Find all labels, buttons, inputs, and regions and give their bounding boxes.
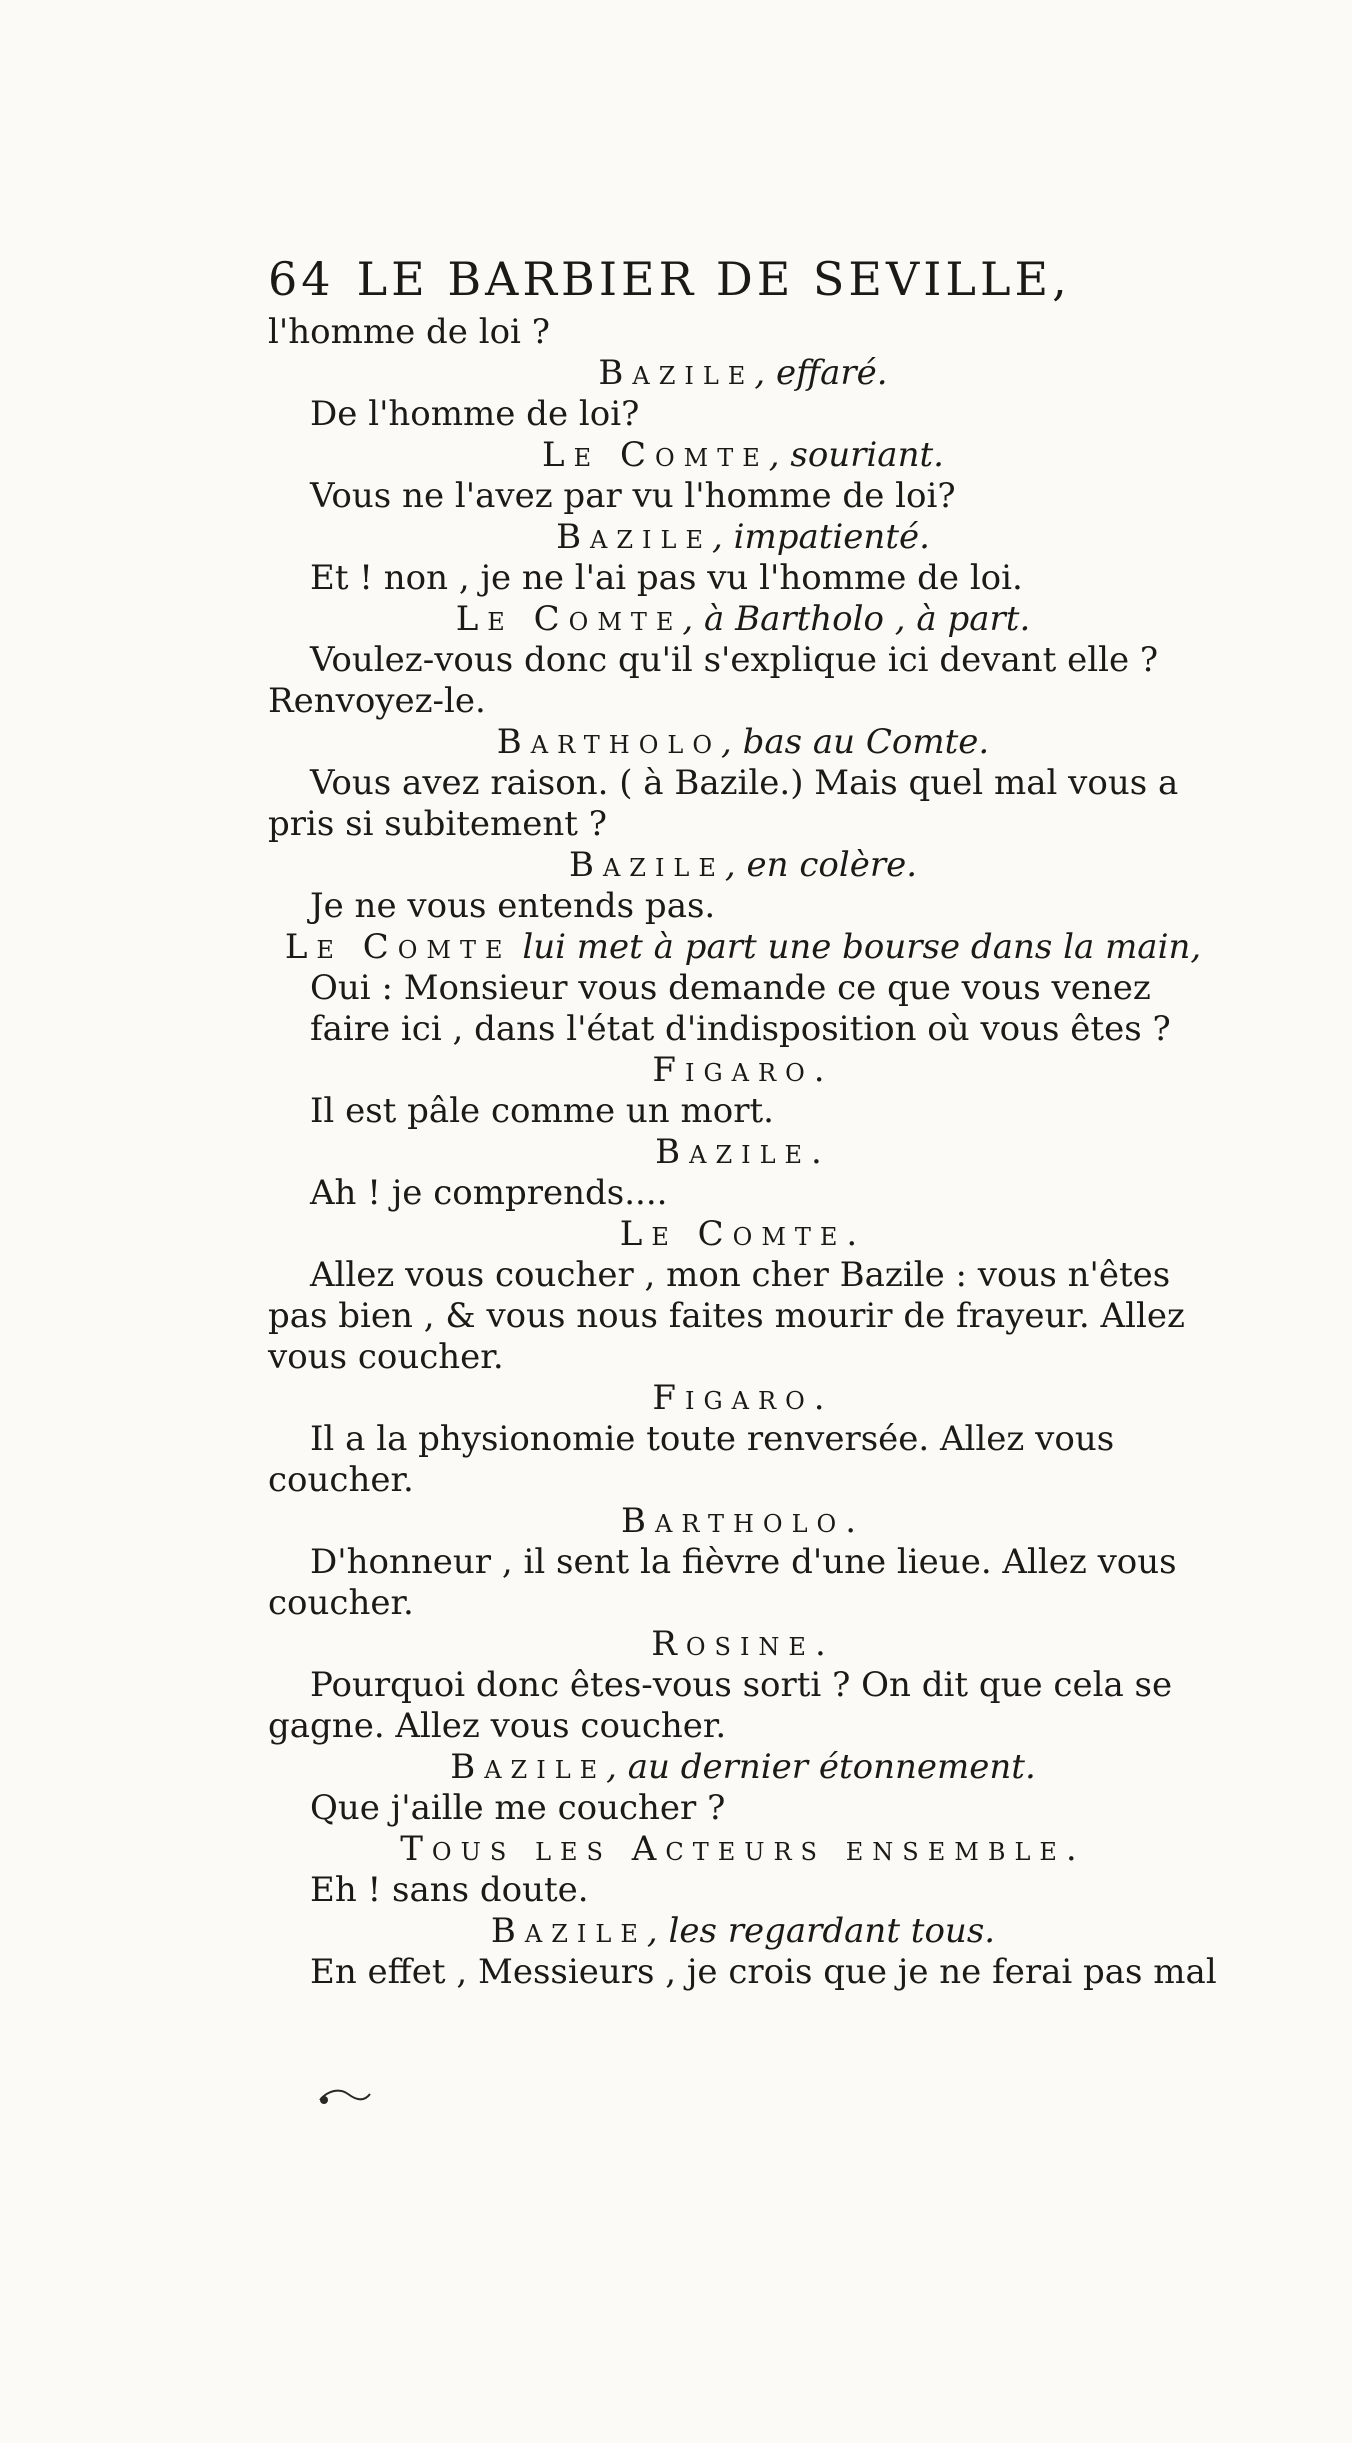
stage-direction: , en colère. [724, 845, 918, 885]
stage-direction: , bas au Comte. [721, 722, 990, 762]
dialogue-line: En effet , Messieurs , je crois que je ne ferai pas mal [310, 1952, 1217, 1992]
speaker-name: Rosine. [651, 1624, 835, 1664]
stage-direction: , impatienté. [712, 517, 930, 557]
dialogue-line: coucher. [268, 1583, 414, 1623]
speaker-name: Tous les Acteurs ensemble. [400, 1829, 1086, 1869]
speaker-name: Bazile [568, 845, 725, 885]
speaker-heading [268, 722, 1218, 763]
speaker-name: Le Comte. [619, 1214, 867, 1254]
dialogue-line: Eh ! sans doute. [310, 1870, 589, 1910]
speaker-heading [268, 1624, 1218, 1665]
dialogue-line: Il a la physionomie toute renversée. Allez vous [310, 1419, 1115, 1459]
play-text [268, 312, 1218, 1993]
speaker-name: Figaro. [652, 1378, 834, 1418]
stage-direction: , effaré. [754, 353, 888, 393]
stage-direction: , au dernier étonnement. [606, 1747, 1036, 1787]
dialogue-line: Ah ! je comprends.... [310, 1173, 668, 1213]
stage-direction: lui met à part une bourse dans la main, [511, 927, 1202, 967]
speaker-name: Bazile [450, 1747, 607, 1787]
speaker-name: Figaro. [652, 1050, 834, 1090]
running-header [268, 252, 1188, 306]
dialogue-line: gagne. Allez vous coucher. [268, 1706, 727, 1746]
page-number: 64 [268, 252, 335, 306]
stage-direction: , à Bartholo , à part. [682, 599, 1031, 639]
dialogue-line: Vous ne l'avez par vu l'homme de loi? [310, 476, 956, 516]
speaker-heading [268, 353, 1218, 394]
dialogue-line: Il est pâle comme un mort. [310, 1091, 774, 1131]
dialogue-line: D'honneur , il sent la fièvre d'une lieue. Allez vous [310, 1542, 1177, 1582]
speaker-name: Bazile [556, 517, 712, 557]
speaker-heading [268, 1050, 1218, 1091]
speaker-name: Le Comte [542, 435, 769, 475]
dialogue-line: Renvoyez-le. [268, 681, 486, 721]
speaker-name: Bazile [598, 353, 755, 393]
dialogue-line: Vous avez raison. ( à Bazile.) Mais quel mal vous a [310, 763, 1179, 803]
speaker-heading [268, 1378, 1218, 1419]
stage-direction: , souriant. [768, 435, 944, 475]
speaker-heading [268, 517, 1218, 558]
speaker-heading [268, 1214, 1218, 1255]
speaker-heading [268, 1132, 1218, 1173]
dialogue-line: Et ! non , je ne l'ai pas vu l'homme de loi. [310, 558, 1023, 598]
dialogue-line: Oui : Monsieur vous demande ce que vous venez [310, 968, 1151, 1008]
ink-smudge-mark [318, 2086, 372, 2108]
speaker-heading [268, 599, 1218, 640]
speaker-heading [268, 1747, 1218, 1788]
dialogue-line: pris si subitement ? [268, 804, 608, 844]
dialogue-line: faire ici , dans l'état d'indisposition où vous êtes ? [310, 1009, 1171, 1049]
dialogue-line: l'homme de loi ? [268, 312, 550, 352]
dialogue-line: Voulez-vous donc qu'il s'explique ici devant elle ? [310, 640, 1159, 680]
dialogue-line: Pourquoi donc êtes-vous sorti ? On dit que cela se [310, 1665, 1173, 1705]
dialogue-line: Que j'aille me coucher ? [310, 1788, 726, 1828]
speaker-name: Bazile. [655, 1132, 831, 1172]
speaker-name: Bazile [490, 1911, 647, 1951]
speaker-heading [268, 845, 1218, 886]
speaker-name: Le Comte [455, 599, 683, 639]
dialogue-line: vous coucher. [268, 1337, 504, 1377]
speaker-heading [268, 1501, 1218, 1542]
speaker-heading [268, 927, 1218, 968]
speaker-heading [268, 1911, 1218, 1952]
speaker-name: Le Comte [284, 927, 512, 967]
speaker-heading [268, 435, 1218, 476]
dialogue-line: pas bien , & vous nous faites mourir de frayeur. Allez [268, 1296, 1185, 1336]
speaker-name: Bartholo [496, 722, 721, 762]
speaker-heading [268, 1829, 1218, 1870]
speaker-name: Bartholo. [621, 1501, 865, 1541]
dialogue-line: De l'homme de loi? [310, 394, 640, 434]
dialogue-line: Je ne vous entends pas. [310, 886, 716, 926]
dialogue-line: coucher. [268, 1460, 414, 1500]
running-title: LE BARBIER DE SEVILLE, [356, 252, 1071, 306]
stage-direction: , les regardant tous. [646, 1911, 996, 1951]
dialogue-line: Allez vous coucher , mon cher Bazile : vous n'êtes [310, 1255, 1171, 1295]
